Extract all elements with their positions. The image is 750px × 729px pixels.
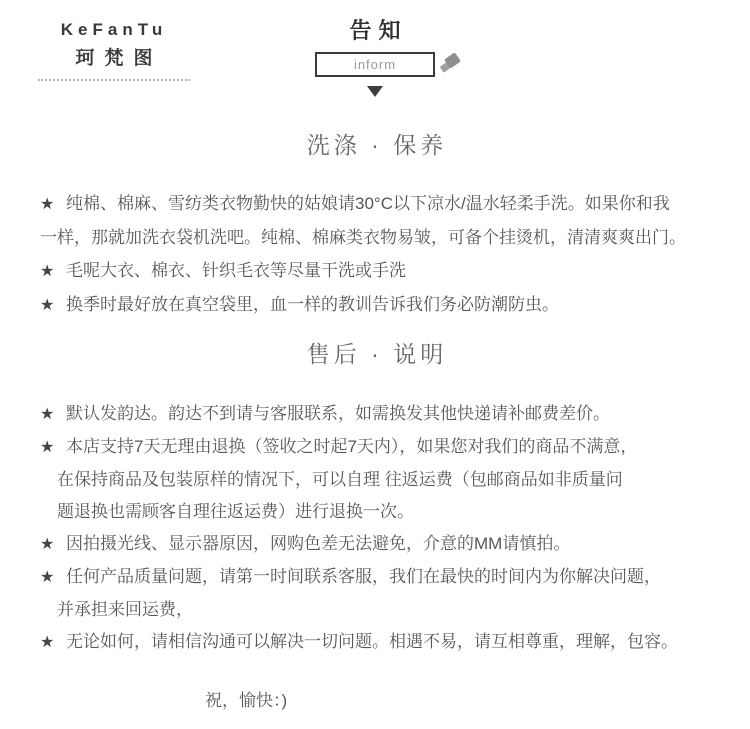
section-title-washing-care: 洗涤 · 保养 xyxy=(306,132,448,158)
section-after-sales xyxy=(0,398,750,659)
notice-line xyxy=(0,254,750,288)
notice-line xyxy=(0,626,750,659)
notice-line xyxy=(0,464,750,496)
notice-line xyxy=(0,431,750,464)
notice-header xyxy=(0,14,750,97)
inform-label: inform xyxy=(353,57,397,72)
notice-line xyxy=(0,221,750,254)
star-icon: ★ xyxy=(40,569,55,586)
brand-name-chinese: 珂梵图 xyxy=(75,48,163,69)
notice-line xyxy=(0,288,750,322)
brand-name-latin: KeFanTu xyxy=(60,20,168,39)
star-icon: ★ xyxy=(40,439,55,456)
star-icon: ★ xyxy=(40,196,55,213)
notice-line xyxy=(0,187,750,221)
line-text: 题退换也需顾客自理往返运费）进行退换一次。 xyxy=(57,502,414,521)
notice-line xyxy=(0,528,750,561)
notice-line xyxy=(0,398,750,431)
notice-content xyxy=(0,130,750,711)
line-text: 无论如何，请相信沟通可以解决一切问题。相遇不易，请互相尊重，理解，包容。 xyxy=(66,632,678,651)
star-icon: ★ xyxy=(40,297,55,314)
line-text: 因拍摄光线、显示器原因，网购色差无法避免，介意的MM请慎拍。 xyxy=(66,534,571,553)
footer-wish: 祝，愉快：) xyxy=(205,691,288,710)
notice-line xyxy=(0,561,750,594)
star-icon: ★ xyxy=(40,263,55,280)
star-icon: ★ xyxy=(40,536,55,553)
inform-box xyxy=(315,52,435,77)
line-text: 换季时最好放在真空袋里，血一样的教训告诉我们务必防潮防虫。 xyxy=(66,295,559,314)
star-icon: ★ xyxy=(40,634,55,651)
line-text: 并承担来回运费， xyxy=(57,600,193,619)
notice-line xyxy=(0,594,750,626)
triangle-down-icon xyxy=(367,86,383,97)
notice-line xyxy=(0,496,750,528)
section-washing-care xyxy=(0,187,750,322)
line-text: 任何产品质量问题，请第一时间联系客服，我们在最快的时间内为你解决问题， xyxy=(66,567,661,586)
line-text: 纯棉、棉麻、雪纺类衣物勤快的姑娘请30°C以下凉水/温水轻柔手洗。如果你和我 xyxy=(66,194,670,213)
line-text: 在保持商品及包装原样的情况下，可以自理 往返运费（包邮商品如非质量问 xyxy=(57,470,623,489)
star-icon: ★ xyxy=(40,406,55,423)
page-title: 告知 xyxy=(349,18,408,43)
line-text: 毛呢大衣、棉衣、针织毛衣等尽量干洗或手洗 xyxy=(66,261,406,280)
flag-icon xyxy=(441,55,459,71)
line-text: 一样，那就加洗衣袋机洗吧。纯棉、棉麻类衣物易皱，可备个挂烫机，清清爽爽出门。 xyxy=(40,228,686,247)
line-text: 默认发韵达。韵达不到请与客服联系，如需换发其他快递请补邮费差价。 xyxy=(66,404,610,423)
section-title-after-sales: 售后 · 说明 xyxy=(306,341,448,367)
line-text: 本店支持7天无理由退换（签收之时起7天内），如果您对我们的商品不满意， xyxy=(66,437,638,456)
